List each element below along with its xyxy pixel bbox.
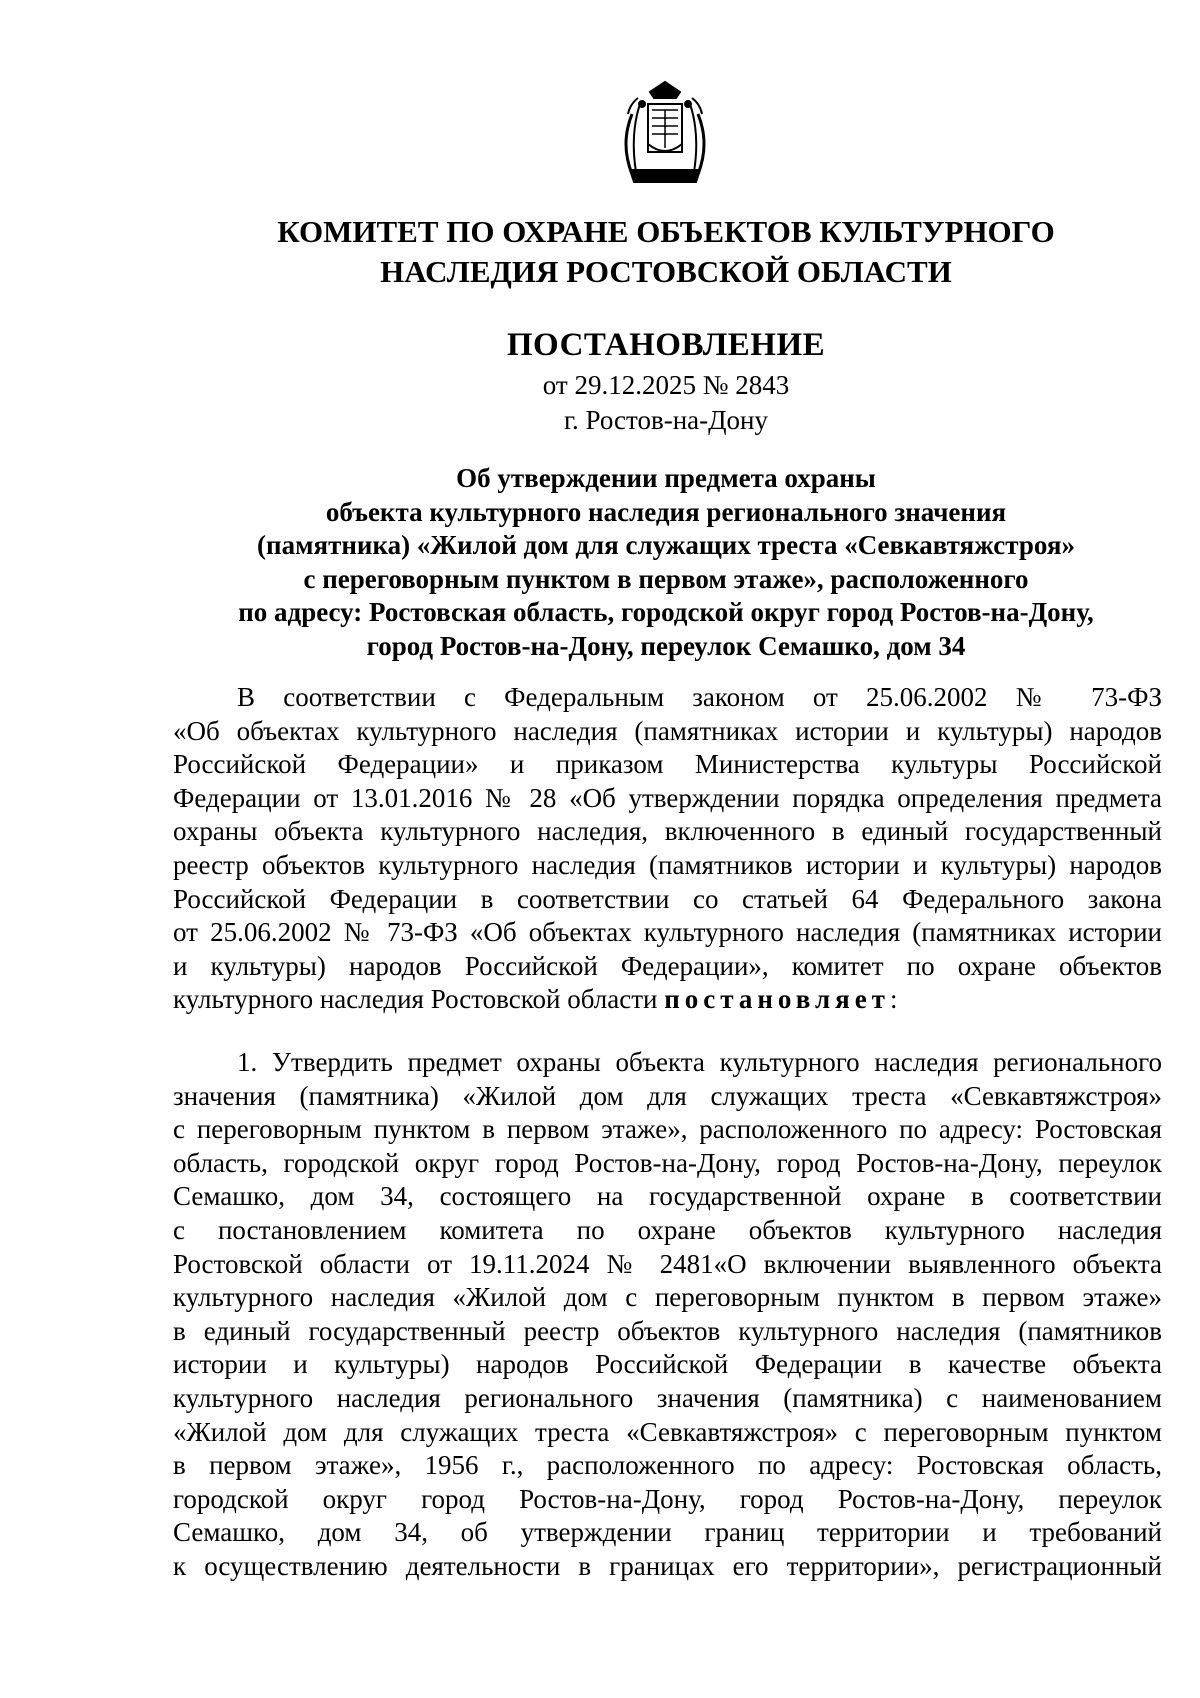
item-line: к осуществлению деятельности в границах его территории», регистрационный: [173, 1550, 1162, 1581]
title-line: город Ростов-на-Дону, переулок Семашко, дом 34: [366, 630, 966, 661]
preamble-line: и культуры) народов Российской Федерации», комитет по охране объектов: [173, 950, 1162, 981]
preamble-line: охраны объекта культурного наследия, включенного в единый государственный: [173, 816, 1162, 847]
title-line: по адресу: Ростовская область, городской округ город Ростов-на-Дону,: [238, 597, 1094, 627]
item-line: с постановлением комитета по охране объектов культурного наследия: [173, 1214, 1162, 1245]
preamble-line: Российской Федерации» и приказом Министерства культуры Российской: [173, 749, 1162, 780]
item-1-paragraph: [173, 1046, 1162, 1584]
title-line: Об утверждении предмета охраны: [456, 463, 876, 493]
document-type: ПОСТАНОВЛЕНИЕ: [506, 327, 826, 363]
item-line: Ростовской области от 19.11.2024 № 2481«О включении выявленного объекта: [173, 1248, 1162, 1279]
item-line: область, городской округ город Ростов-на-Дону, город Ростов-на-Дону, переулок: [173, 1147, 1162, 1178]
item-line: Семашко, дом 34, об утверждении границ территории и требований: [173, 1517, 1162, 1548]
item-line: городской округ город Ростов-на-Дону, город Ростов-на-Дону, переулок: [173, 1483, 1162, 1514]
title-line: (памятника) «Жилой дом для служащих треста «Севкавтяжстроя»: [257, 530, 1075, 560]
organization-name: [0, 212, 1200, 292]
title-line: с переговорным пунктом в первом этаже», расположенного: [303, 563, 1029, 594]
preamble-colon: :: [889, 984, 898, 1015]
preamble-line: В соответствии с Федеральным законом от 25.06.2002 № 73-ФЗ: [237, 682, 1162, 712]
item-line: культурного наследия регионального значения (памятника) с наименованием: [173, 1382, 1162, 1413]
item-line: культурного наследия «Жилой дом с переговорным пунктом в первом этаже»: [173, 1282, 1162, 1313]
title-line: объекта культурного наследия регионального значения: [325, 496, 1007, 527]
preamble-line: «Об объектах культурного наследия (памятниках истории и культуры) народов: [173, 715, 1162, 746]
preamble-line: Российской Федерации в соответствии со статьей 64 Федерального закона: [173, 883, 1162, 914]
preamble-last-line: [173, 983, 1162, 1017]
organization-name-line2: НАСЛЕДИЯ РОСТОВСКОЙ ОБЛАСТИ: [380, 254, 952, 289]
decree-word: постановляет: [664, 984, 890, 1015]
item-line: «Жилой дом для служащих треста «Севкавтяжстроя» с переговорным пунктом: [173, 1416, 1162, 1447]
item-line: значения (памятника) «Жилой дом для служащих треста «Севкавтяжстроя»: [173, 1080, 1162, 1111]
preamble-line: от 25.06.2002 № 73-ФЗ «Об объектах культурного наследия (памятниках истории: [173, 917, 1162, 948]
item-line: Семашко, дом 34, состоящего на государственной охране в соответствии: [173, 1181, 1162, 1212]
preamble-line: Федерации от 13.01.2016 № 28 «Об утверждении порядка определения предмета: [173, 782, 1162, 813]
preamble-paragraph: [173, 681, 1162, 1017]
preamble-line: культурного наследия Ростовской области: [173, 984, 658, 1015]
item-line: с переговорным пунктом в первом этаже», расположенного по адресу: Ростовская: [173, 1114, 1162, 1145]
document-title: [170, 462, 1162, 663]
item-line: истории и культуры) народов Российской Федерации в качестве объекта: [173, 1349, 1162, 1380]
document-date-number: от 29.12.2025 № 2843: [542, 370, 790, 400]
item-line: в единый государственный реестр объектов культурного наследия (памятников: [173, 1315, 1162, 1346]
preamble-line: реестр объектов культурного наследия (памятников истории и культуры) народов: [173, 849, 1162, 880]
item-line: 1. Утвердить предмет охраны объекта культурного наследия регионального: [237, 1047, 1162, 1077]
item-line: в первом этаже», 1956 г., расположенного по адресу: Ростовская область,: [173, 1450, 1162, 1481]
organization-name-line1: КОМИТЕТ ПО ОХРАНЕ ОБЪЕКТОВ КУЛЬТУРНОГО: [277, 214, 1055, 249]
coat-of-arms-emblem: [610, 74, 720, 194]
document-city: г. Ростов-на-Дону: [563, 405, 768, 435]
